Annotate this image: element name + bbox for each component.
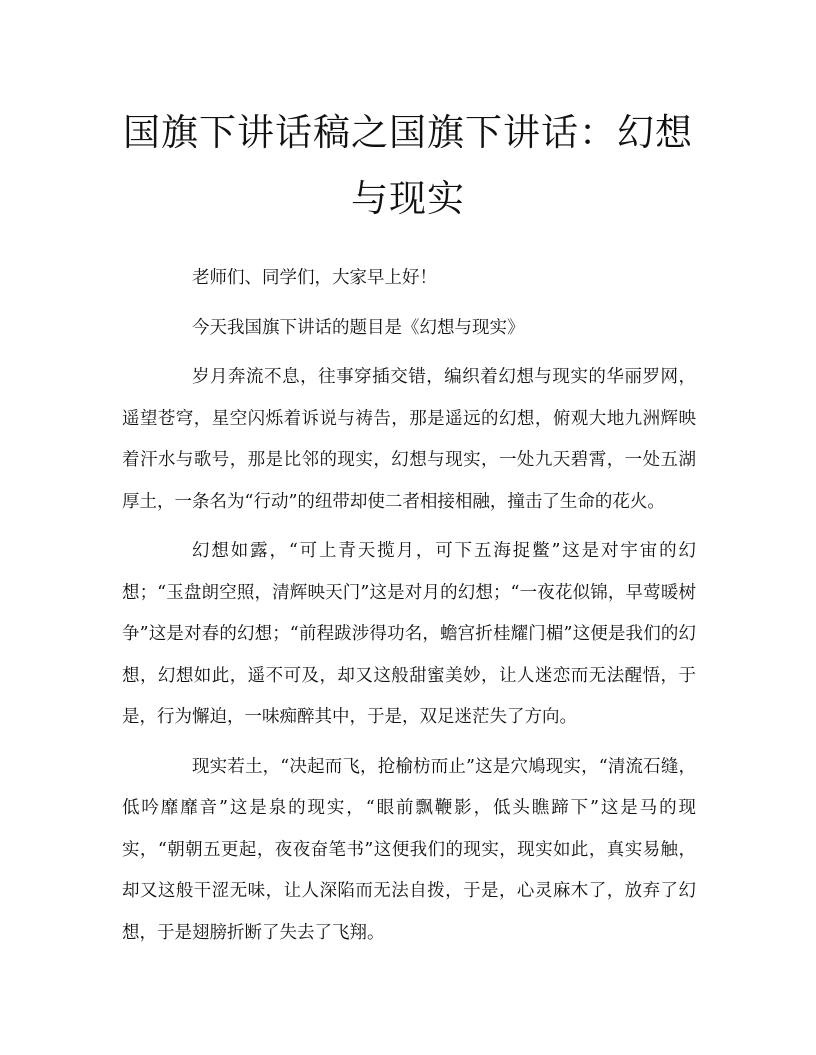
paragraph-greeting: 老师们、同学们，大家早上好！ — [192, 268, 437, 288]
document-body — [122, 258, 696, 962]
document-title: 国旗下讲话稿之国旗下讲话：幻想与现实 — [123, 111, 693, 220]
paragraph-fantasy: 幻想如露，“可上青天揽月，可下五海捉鳖”这是对宇宙的幻想；“玉盘朗空照，清辉映天门”这是对月的幻想；“一夜花似锦，早莺暖树争”这是对春的幻想；“前程跋涉得功名，蟾宫折桂耀门楣”这便是我们的幻想，幻想如此，遥不可及，却又这般甜蜜美妙，让人迷恋而无法醒悟，于是，行为懈迫，一味痴醉其中，于是，双足迷茫失了方向。 — [122, 541, 696, 727]
paragraph-intro: 岁月奔流不息，往事穿插交错，编织着幻想与现实的华丽罗网，遥望苍穹，星空闪烁着诉说与祷告，那是遥远的幻想，俯观大地九洲辉映着汗水与歌号，那是比邻的现实，幻想与现实，一处九天碧霄，一处五湖厚土，一条名为“行动”的纽带却使二者相接相融，撞击了生命的花火。 — [122, 367, 696, 512]
paragraph-topic: 今天我国旗下讲话的题目是《幻想与现实》 — [192, 317, 525, 338]
paragraph-reality: 现实若土，“决起而飞，抢榆枋而止”这是穴鳩现实，“清流石缝，低吟靡靡音”这是泉的现实，“眼前飘鞭影，低头瞧蹄下”这是马的现实，“朝朝五更起，夜夜奋笔书”这便我们的现实，现实如此，真实易触，却又这般干涩无味，让人深陷而无法自拨，于是，心灵麻木了，放弃了幻想，于是翅膀折断了失去了飞翔。 — [122, 756, 696, 943]
